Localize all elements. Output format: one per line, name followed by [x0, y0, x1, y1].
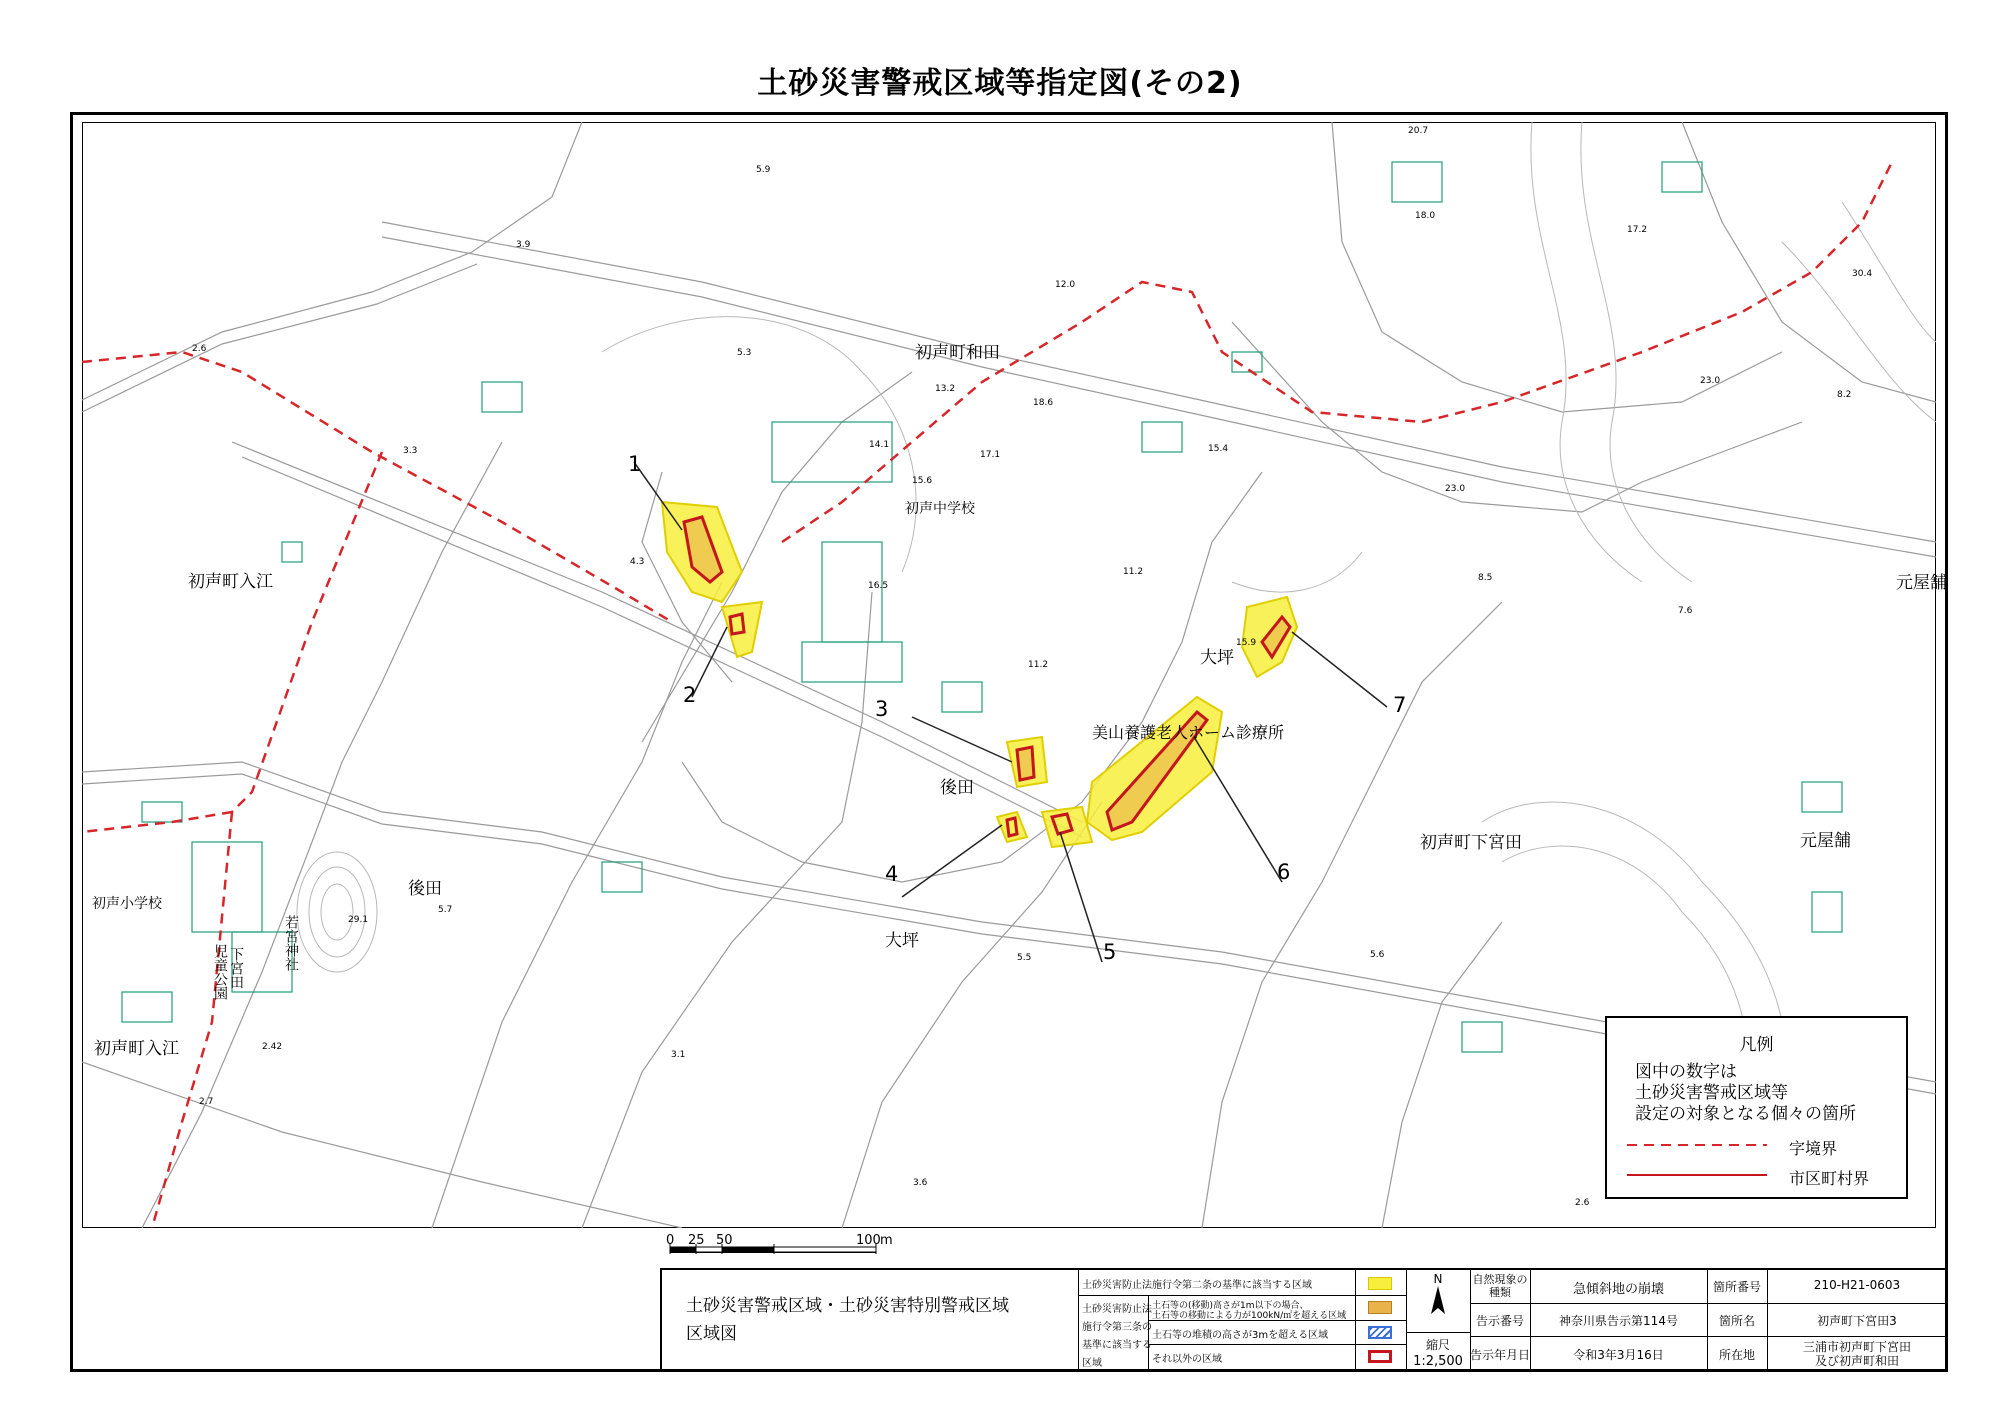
elevation-label: 3.3 [403, 446, 418, 456]
panel-title-line2: 区域図 [686, 1324, 737, 1344]
zone-desc-2c: 基準に該当する [1082, 1340, 1152, 1351]
scale-label: 100 [856, 1233, 881, 1248]
zone-desc-4: それ以外の区域 [1152, 1354, 1222, 1365]
zone-desc-2d: 区域 [1082, 1358, 1102, 1369]
red-swatch [1368, 1350, 1392, 1363]
label-shimomiyata-vertical: 下宮田 [228, 947, 244, 989]
elevation-label: 17.2 [1627, 225, 1648, 235]
elevation-label: 12.0 [1055, 280, 1076, 290]
elevation-label: 23.0 [1445, 484, 1466, 494]
location-value-line2: 及び初声町和田 [1814, 1354, 1899, 1368]
scale-unit: m [880, 1233, 893, 1248]
elevation-label: 2.42 [262, 1042, 283, 1052]
elevation-label: 2.6 [192, 344, 207, 354]
site-name-value: 初声町下宮田3 [1817, 1314, 1897, 1328]
panel-title-line1: 土砂災害警戒区域・土砂災害特別警戒区域 [686, 1296, 1009, 1316]
legend-desc-line: 土砂災害警戒区域等 [1635, 1083, 1788, 1103]
zone-desc-3: 土石等の堆積の高さが3mを超える区域 [1152, 1330, 1329, 1341]
area-label-ushirota-2: 後田 [408, 879, 442, 899]
elevation-label: 5.5 [1017, 953, 1032, 963]
blue-swatch [1368, 1326, 1392, 1339]
elevation-label: 16.5 [868, 581, 889, 591]
legend [1605, 1016, 1908, 1199]
divider [1078, 1270, 1079, 1371]
panel-title [686, 1292, 1009, 1348]
location-value [1767, 1340, 1947, 1368]
elevation-label: 17.1 [980, 450, 1001, 460]
scale-label: 50 [716, 1233, 733, 1248]
zone-desc-2-text1: 土石等の(移動)高さが1m以下の場合、 [1152, 1301, 1309, 1311]
scale-label: 25 [688, 1233, 705, 1248]
label-park: 児童公園 [212, 944, 228, 1000]
legend-title: 凡例 [1739, 1035, 1774, 1055]
city-boundary-swatch [1627, 1170, 1767, 1180]
elevation-label: 8.5 [1478, 573, 1493, 583]
elevation-label: 15.4 [1208, 444, 1229, 454]
legend-desc-line: 設定の対象となる個々の箇所 [1635, 1104, 1856, 1124]
elevation-label: 3.9 [516, 240, 531, 250]
elevation-label: 20.7 [1408, 126, 1429, 136]
zone-desc-1: 土砂災害防止法施行令第二条の基準に該当する区域 [1082, 1280, 1312, 1291]
area-label-motoyashiki-2: 元屋舗 [1800, 831, 1851, 851]
phenomenon-value: 急傾斜地の崩壊 [1572, 1282, 1664, 1297]
legend-row-aza [1627, 1134, 1897, 1160]
legend-desc-line: 図中の数字は [1635, 1062, 1737, 1082]
zone-desc-2-text2: 土石等の移動による力が100kN/㎡を超える区域 [1152, 1311, 1347, 1321]
notice-date-value: 令和3年3月16日 [1573, 1348, 1664, 1362]
notice-date-label: 告示年月日 [1470, 1348, 1531, 1362]
elevation-label: 3.1 [671, 1050, 686, 1060]
elevation-label: 5.6 [1370, 950, 1385, 960]
divider [1470, 1336, 1947, 1337]
zone-desc-2b: 施行令第三条の [1082, 1322, 1152, 1333]
elevation-label: 8.2 [1837, 390, 1852, 400]
elevation-label: 18.0 [1415, 211, 1436, 221]
area-label-ushirota-1: 後田 [940, 778, 974, 798]
elevation-label: 30.4 [1852, 269, 1873, 279]
orange-swatch [1368, 1301, 1392, 1314]
callout-6: 6 [1277, 860, 1291, 884]
callout-7: 7 [1393, 693, 1407, 717]
location-value-line1: 三浦市初声町下宮田 [1802, 1340, 1911, 1354]
elevation-label: 2.7 [199, 1097, 214, 1107]
phenomenon-label: 自然現象の種類 [1472, 1273, 1528, 1299]
scale-heading: 縮尺 [1425, 1338, 1450, 1352]
scale-label: 0 [666, 1233, 675, 1248]
legend-label-aza: 字境界 [1789, 1139, 1838, 1158]
notice-no-label: 告示番号 [1475, 1314, 1524, 1328]
callout-4: 4 [885, 862, 899, 886]
elevation-label: 5.3 [737, 348, 752, 358]
label-shrine: 若宮神社 [283, 915, 299, 971]
area-label-wada: 初声町和田 [915, 343, 1000, 363]
map-title: 土砂災害警戒区域等指定図(その2) [757, 66, 1243, 101]
elevation-label: 13.2 [935, 384, 956, 394]
scale-value: 1:2,500 [1413, 1354, 1463, 1369]
label-nursing-home: 美山養護老人ホーム診療所 [1092, 723, 1285, 742]
north-arrow-icon [1430, 1286, 1446, 1316]
site-no-value: 210-H21-0603 [1813, 1278, 1901, 1292]
yellow-swatch [1368, 1277, 1392, 1290]
callout-1: 1 [628, 452, 642, 476]
elevation-label: 5.9 [756, 165, 771, 175]
divider [1078, 1295, 1406, 1296]
location-label: 所在地 [1718, 1348, 1755, 1362]
notice-no-value: 神奈川県告示第114号 [1559, 1314, 1678, 1328]
divider [1148, 1344, 1406, 1345]
area-label-otsubo-2: 大坪 [885, 931, 919, 951]
callout-3: 3 [875, 697, 889, 721]
elevation-label: 11.2 [1123, 567, 1144, 577]
site-name-label: 箇所名 [1718, 1314, 1755, 1328]
label-junior-high: 初声中学校 [905, 501, 975, 517]
aza-boundary-swatch [1627, 1140, 1767, 1150]
elevation-label: 15.6 [912, 476, 933, 486]
area-label-otsubo-1: 大坪 [1200, 648, 1234, 668]
legend-row-city [1627, 1164, 1897, 1190]
elevation-label: 29.1 [348, 915, 369, 925]
divider [1470, 1303, 1947, 1304]
elevation-label: 7.6 [1678, 606, 1693, 616]
elevation-label: 4.3 [630, 557, 645, 567]
north-label: N [1433, 1272, 1443, 1286]
elevation-label: 5.7 [438, 905, 453, 915]
zone-desc-2a: 土砂災害防止法 [1082, 1304, 1152, 1315]
callout-2: 2 [683, 683, 697, 707]
elevation-label: 18.6 [1033, 398, 1054, 408]
area-label-irie-lower: 初声町入江 [94, 1039, 179, 1059]
info-panel [660, 1268, 1945, 1369]
area-label-shimomiyata: 初声町下宮田 [1420, 833, 1522, 853]
elevation-label: 15.9 [1236, 638, 1257, 648]
site-no-label: 箇所番号 [1712, 1280, 1761, 1294]
elevation-label: 3.6 [913, 1178, 928, 1188]
label-elementary: 初声小学校 [92, 896, 162, 912]
legend-label-city: 市区町村界 [1789, 1169, 1870, 1188]
callout-5: 5 [1103, 940, 1117, 964]
elevation-label: 11.2 [1028, 660, 1049, 670]
elevation-label: 23.0 [1700, 376, 1721, 386]
elevation-label: 2.6 [1575, 1198, 1590, 1208]
area-label-irie-upper: 初声町入江 [188, 572, 273, 592]
area-label-motoyashiki-1: 元屋舗 [1896, 573, 1947, 593]
elevation-label: 14.1 [869, 440, 890, 450]
divider [1406, 1332, 1470, 1333]
legend-description [1635, 1062, 1856, 1125]
